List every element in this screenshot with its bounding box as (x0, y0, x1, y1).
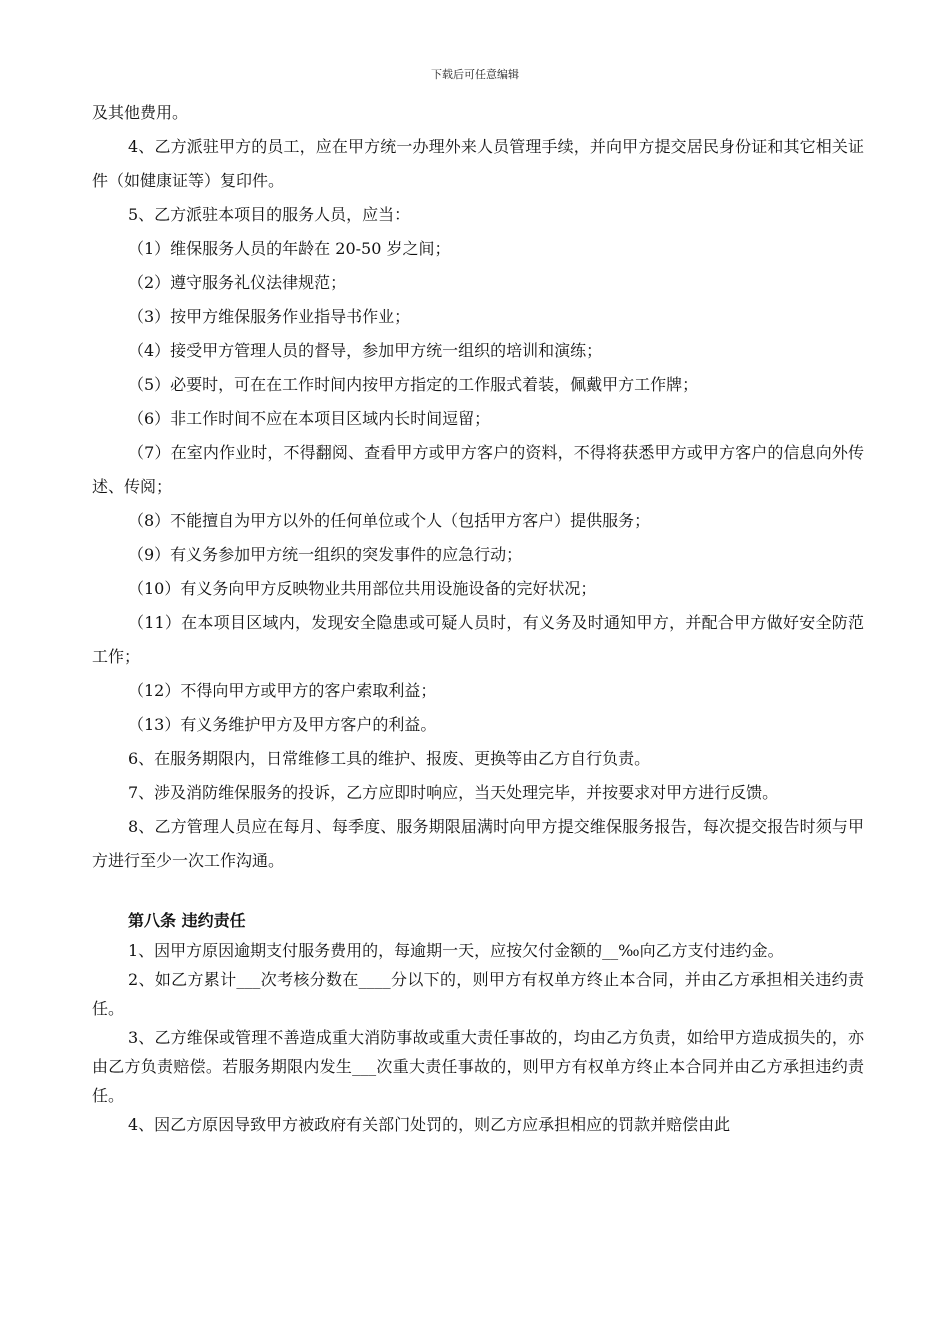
clause-paragraph: （6）非工作时间不应在本项目区域内长时间逗留； (128, 409, 491, 428)
breach-clause-paragraph: 3、乙方维保或管理不善造成重大消防事故或重大责任事故的，均由乙方负责，如给甲方造成损失的，亦由乙方负责赔偿。若服务期限内发生___次重大责任事故的，则甲方有权单方终止本合同并由乙方承担违约责任。 (92, 1028, 864, 1105)
clause-paragraph: 及其他费用。 (92, 103, 189, 122)
document-body (92, 96, 864, 1139)
breach-clause-paragraph: 4、因乙方原因导致甲方被政府有关部门处罚的，则乙方应承担相应的罚款并赔偿由此 (128, 1115, 731, 1134)
clause-paragraph: （9）有义务参加甲方统一组织的突发事件的应急行动； (128, 545, 523, 564)
clause-paragraph: 8、乙方管理人员应在每月、每季度、服务期限届满时向甲方提交维保服务报告，每次提交报告时须与甲方进行至少一次工作沟通。 (92, 817, 864, 870)
breach-clause-paragraph: 2、如乙方累计___次考核分数在____分以下的，则甲方有权单方终止本合同，并由乙方承担相关违约责任。 (92, 970, 864, 1018)
clause-paragraph: 7、涉及消防维保服务的投诉，乙方应即时响应，当天处理完毕，并按要求对甲方进行反馈。 (128, 783, 779, 802)
clause-paragraph: 5、乙方派驻本项目的服务人员，应当： (128, 205, 411, 224)
clause-paragraph: 4、乙方派驻甲方的员工，应在甲方统一办理外来人员管理手续，并向甲方提交居民身份证和其它相关证件（如健康证等）复印件。 (92, 137, 864, 190)
obligations-list (92, 96, 864, 878)
clause-paragraph: （8）不能擅自为甲方以外的任何单位或个人（包括甲方客户）提供服务； (128, 511, 651, 530)
clause-paragraph: （3）按甲方维保服务作业指导书作业； (128, 307, 411, 326)
clause-paragraph: （7）在室内作业时，不得翻阅、查看甲方或甲方客户的资料，不得将获悉甲方或甲方客户的信息向外传述、传阅； (92, 443, 864, 496)
clause-paragraph: （4）接受甲方管理人员的督导，参加甲方统一组织的培训和演练； (128, 341, 603, 360)
clause-paragraph: （5）必要时，可在在工作时间内按甲方指定的工作服式着装，佩戴甲方工作牌； (128, 375, 699, 394)
section-gap (92, 878, 864, 906)
clause-paragraph: （12）不得向甲方或甲方的客户索取利益； (128, 681, 437, 700)
clause-paragraph: （2）遵守服务礼仪法律规范； (128, 273, 347, 292)
clause-paragraph: （1）维保服务人员的年龄在 20-50 岁之间； (128, 239, 451, 258)
clause-paragraph: （11）在本项目区域内，发现安全隐患或可疑人员时，有义务及时通知甲方，并配合甲方做好安全防范工作； (92, 613, 864, 666)
clause-paragraph: （13）有义务维护甲方及甲方客户的利益。 (128, 715, 437, 734)
clause-paragraph: 6、在服务期限内，日常维修工具的维护、报废、更换等由乙方自行负责。 (128, 749, 651, 768)
clause-paragraph: （10）有义务向甲方反映物业共用部位共用设施设备的完好状况； (128, 579, 597, 598)
section-8 (92, 906, 864, 1139)
section-8-heading: 第八条 违约责任 (128, 911, 246, 930)
section-8-paragraphs (92, 936, 864, 1139)
breach-clause-paragraph: 1、因甲方原因逾期支付服务费用的，每逾期一天，应按欠付金额的__‰向乙方支付违约金。 (128, 941, 784, 960)
page-header-watermark: 下载后可任意编辑 (431, 68, 519, 81)
